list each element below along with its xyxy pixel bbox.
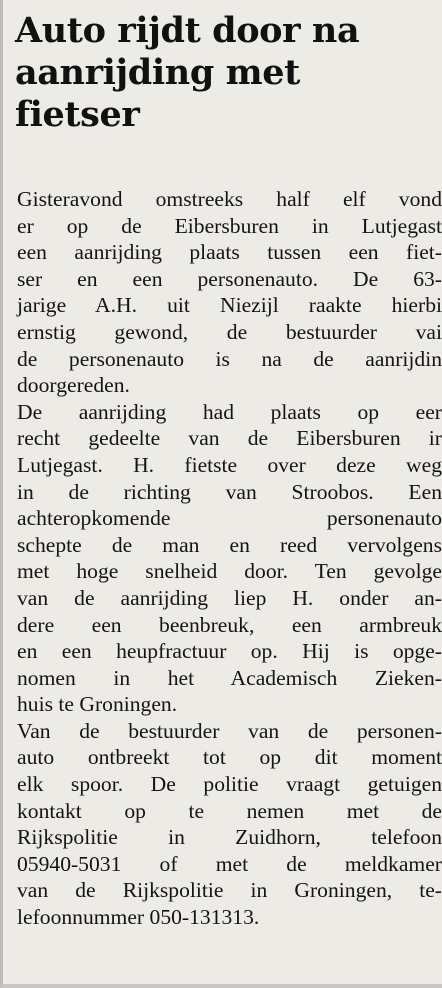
headline [15,10,435,136]
text-line: er op de Eibersburen in Lutjegast [17,213,442,238]
text-line: met hoge snelheid door. Ten gevolge [17,559,442,584]
paragraph-3 [17,718,442,931]
text-line: lefoonnummer 050-131313. [17,905,260,930]
headline-line: aanrijding met [15,52,300,93]
text-line: De aanrijding had plaats op eer [17,399,442,424]
text-line: doorgereden. [17,373,130,398]
text-line: Rijkspolitie in Zuidhorn, telefoon [17,825,442,850]
text-line: kontakt op te nemen met de [17,798,442,823]
headline-line: Auto rijdt door na [15,10,360,51]
paragraph-1 [17,186,442,399]
text-line: recht gedeelte van de Eibersburen ir [17,426,442,451]
text-line: jarige A.H. uit Niezijl raakte hierbi [17,293,442,318]
text-line: Lutjegast. H. fietste over deze weg [17,452,442,477]
text-line: de personenauto is na de aanrijdin [17,346,442,371]
text-line: Gisteravond omstreeks half elf vond [17,187,442,211]
text-line: een aanrijding plaats tussen een fiet- [17,240,442,265]
text-line: ser en een personenauto. De 63- [17,266,442,291]
text-line: dere een beenbreuk, een armbreuk [17,612,442,637]
paragraph-2 [17,399,442,718]
article-body [17,186,442,931]
text-line: schepte de man en reed vervolgens [17,532,442,557]
text-line: achteropkomende personenauto [17,506,442,531]
text-line: huis te Groningen. [17,692,178,717]
text-line: elk spoor. De politie vraagt getuigen [17,772,442,797]
text-line: 05940-5031 of met de meldkamer [17,851,442,876]
text-line: van de aanrijding liep H. onder an- [17,585,442,610]
text-line: Van de bestuurder van de personen- [17,718,442,743]
text-line: auto ontbreekt tot op dit moment [17,745,442,770]
text-line: van de Rijkspolitie in Groningen, te- [17,878,442,903]
text-line: in de richting van Stroobos. Een [17,479,442,504]
headline-line: fietser [15,94,140,135]
text-line: ernstig gewond, de bestuurder vai [17,319,442,344]
text-line: nomen in het Academisch Zieken- [17,665,442,690]
text-line: en een heupfractuur op. Hij is opge- [17,639,442,664]
